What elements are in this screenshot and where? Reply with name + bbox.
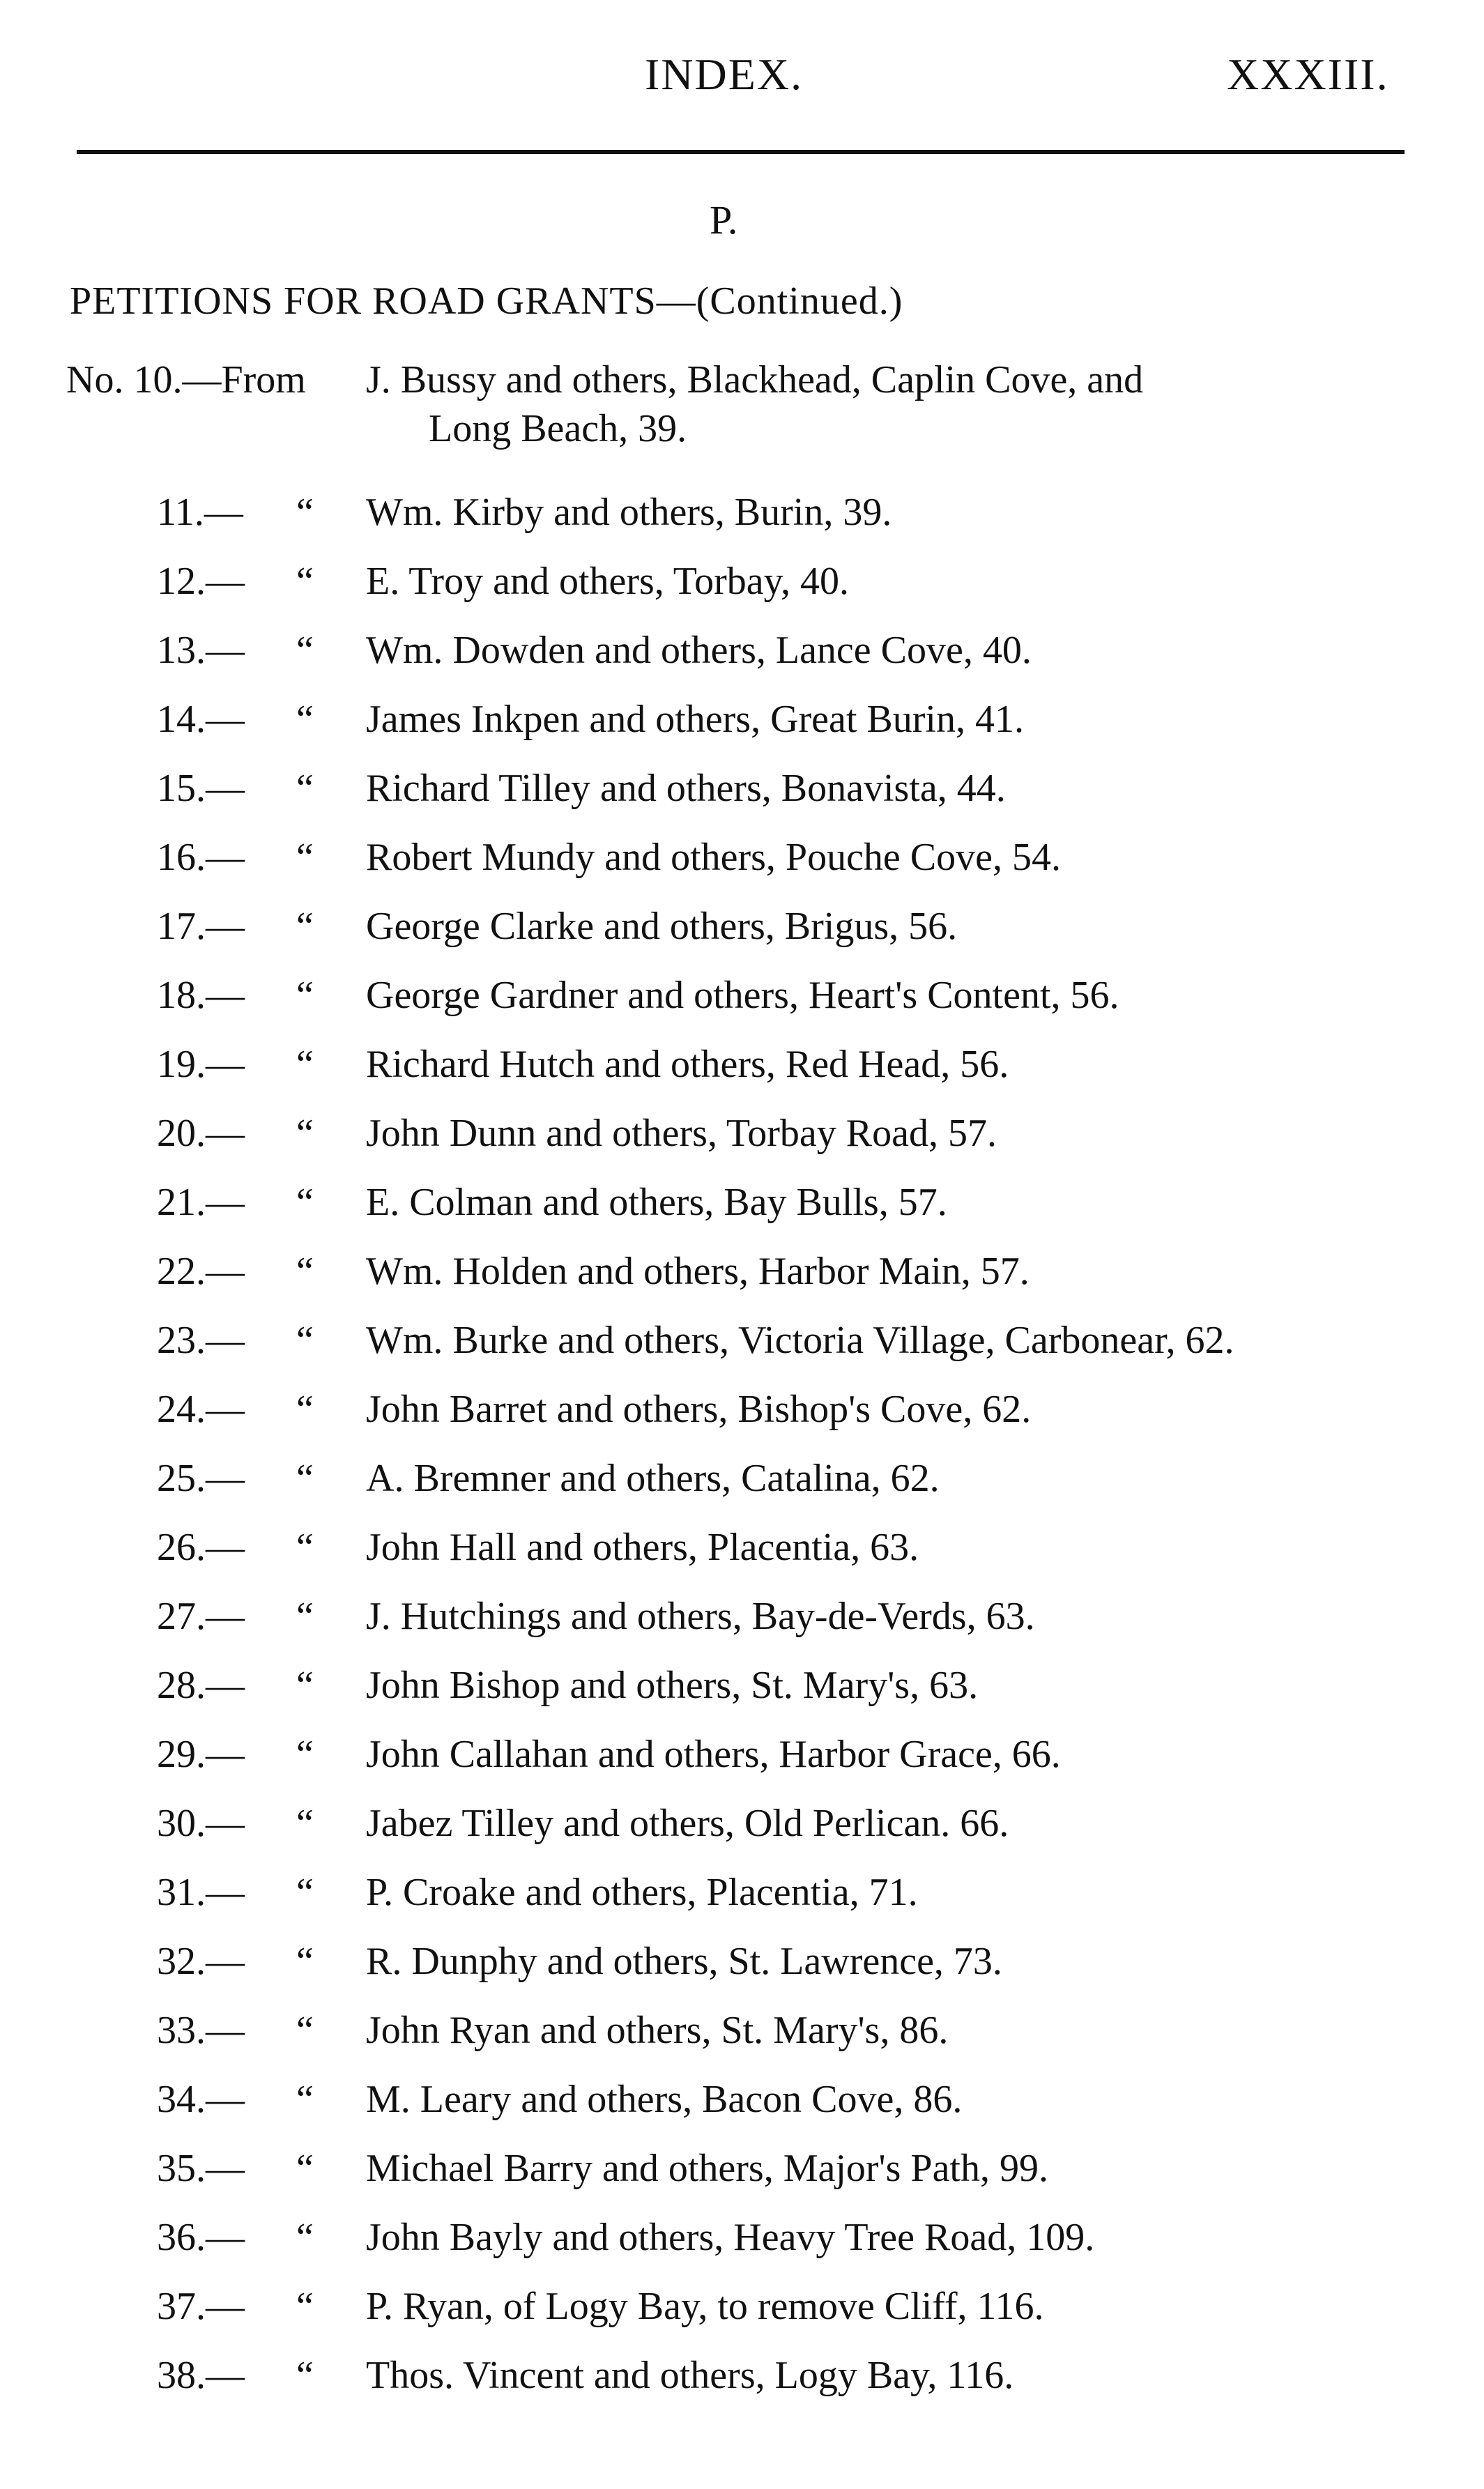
entry-text: Michael Barry and others, Major's Path, 99. <box>366 2147 1048 2190</box>
entry-number: 17.— <box>157 905 245 948</box>
ditto-mark: “ <box>296 2216 314 2259</box>
entry-number: 35.— <box>157 2147 245 2190</box>
entry-number: 18.— <box>157 974 245 1017</box>
entry-number: 15.— <box>157 767 245 810</box>
entry-text: Robert Mundy and others, Pouche Cove, 54. <box>366 836 1061 879</box>
index-entry <box>0 1178 1484 1247</box>
ditto-mark: “ <box>296 905 314 948</box>
ditto-mark: “ <box>296 2147 314 2190</box>
entry-text: James Inkpen and others, Great Burin, 41. <box>366 698 1024 741</box>
entry-text: P. Ryan, of Logy Bay, to remove Cliff, 116. <box>366 2285 1044 2328</box>
ditto-mark: “ <box>296 2009 314 2052</box>
entry-text: Jabez Tilley and others, Old Perlican. 66. <box>366 1802 1009 1845</box>
running-head <box>0 42 1484 105</box>
entry-number: 22.— <box>157 1250 245 1293</box>
index-entry <box>0 902 1484 971</box>
ditto-mark: “ <box>296 1802 314 1845</box>
entry-number: 38.— <box>157 2354 245 2397</box>
entry-text: Thos. Vincent and others, Logy Bay, 116. <box>366 2354 1014 2397</box>
ditto-mark: “ <box>296 1595 314 1638</box>
entry-number: 29.— <box>157 1733 245 1776</box>
entry-number: 33.— <box>157 2009 245 2052</box>
entry-text: George Clarke and others, Brigus, 56. <box>366 905 958 948</box>
entry-number: 14.— <box>157 698 245 741</box>
entry-text: John Callahan and others, Harbor Grace, 66. <box>366 1733 1061 1776</box>
ditto-mark: “ <box>296 1112 314 1155</box>
entry-text: E. Troy and others, Torbay, 40. <box>366 560 849 603</box>
ditto-mark: “ <box>296 1940 314 1983</box>
entry-number: 27.— <box>157 1595 245 1638</box>
entry-number: 20.— <box>157 1112 245 1155</box>
index-entry <box>0 1592 1484 1661</box>
entry-text: Wm. Holden and others, Harbor Main, 57. <box>366 1250 1030 1293</box>
index-entry <box>0 833 1484 902</box>
entry-text: Wm. Dowden and others, Lance Cove, 40. <box>366 629 1032 672</box>
index-entry <box>0 971 1484 1040</box>
index-entry <box>0 2351 1484 2420</box>
ditto-mark: “ <box>296 1388 314 1431</box>
index-entry-list <box>0 355 1484 2420</box>
index-entry <box>0 2006 1484 2075</box>
header-rule <box>77 150 1405 154</box>
ditto-mark: “ <box>296 767 314 810</box>
index-entry <box>0 2144 1484 2213</box>
ditto-mark: “ <box>296 1664 314 1707</box>
entry-number: 23.— <box>157 1319 245 1362</box>
index-entry <box>0 1661 1484 1730</box>
index-entry <box>0 764 1484 833</box>
entry-text: M. Leary and others, Bacon Cove, 86. <box>366 2078 963 2121</box>
entry-text: Wm. Burke and others, Victoria Village, Carbonear, 62. <box>366 1319 1234 1362</box>
index-entry <box>0 626 1484 695</box>
entry-number: 19.— <box>157 1043 245 1086</box>
index-entry <box>0 2213 1484 2282</box>
entry-text-line: J. Bussy and others, Blackhead, Caplin Cove, and <box>366 358 1144 401</box>
entry-number: 32.— <box>157 1940 245 1983</box>
entry-text: E. Colman and others, Bay Bulls, 57. <box>366 1181 947 1224</box>
index-entry <box>0 695 1484 764</box>
index-entry <box>0 1247 1484 1316</box>
entry-number: 12.— <box>157 560 245 603</box>
entry-text: John Dunn and others, Torbay Road, 57. <box>366 1112 997 1155</box>
ditto-mark: “ <box>296 698 314 741</box>
entry-number: 25.— <box>157 1457 245 1500</box>
ditto-mark: “ <box>296 1871 314 1914</box>
entry-text: George Gardner and others, Heart's Content, 56. <box>366 974 1119 1017</box>
entry-text: A. Bremner and others, Catalina, 62. <box>366 1457 940 1500</box>
entry-number: 36.— <box>157 2216 245 2259</box>
entry-number: 37.— <box>157 2285 245 2328</box>
entry-text: J. Hutchings and others, Bay-de-Verds, 63. <box>366 1595 1035 1638</box>
ditto-mark: “ <box>296 2285 314 2328</box>
entry-number: 26.— <box>157 1526 245 1569</box>
entry-number: 21.— <box>157 1181 245 1224</box>
page-number: XXXIII. <box>1227 49 1389 99</box>
entry-number: 30.— <box>157 1802 245 1845</box>
entry-text: John Ryan and others, St. Mary's, 86. <box>366 2009 949 2052</box>
entry-number: 28.— <box>157 1664 245 1707</box>
ditto-mark: “ <box>296 836 314 879</box>
index-entry <box>0 1799 1484 1868</box>
index-entry <box>0 557 1484 626</box>
ditto-mark: “ <box>296 2078 314 2121</box>
ditto-mark: “ <box>296 974 314 1017</box>
entry-text: Wm. Kirby and others, Burin, 39. <box>366 491 892 534</box>
ditto-mark: “ <box>296 1250 314 1293</box>
index-entry <box>0 1523 1484 1592</box>
ditto-mark: “ <box>296 1733 314 1776</box>
running-head-title: INDEX. <box>645 49 804 99</box>
entry-text: John Hall and others, Placentia, 63. <box>366 1526 919 1569</box>
index-entry <box>0 1385 1484 1454</box>
ditto-mark: “ <box>296 1319 314 1362</box>
index-entry <box>0 2282 1484 2351</box>
index-entry <box>0 1937 1484 2006</box>
entry-text: P. Croake and others, Placentia, 71. <box>366 1871 918 1914</box>
entry-number: No. 10.—From <box>66 358 306 401</box>
ditto-mark: “ <box>296 1181 314 1224</box>
entry-number: 13.— <box>157 629 245 672</box>
section-letter: P. <box>710 197 738 243</box>
index-entry <box>0 1730 1484 1799</box>
entry-number: 11.— <box>157 491 243 534</box>
ditto-mark: “ <box>296 2354 314 2397</box>
index-entry <box>0 355 1484 488</box>
index-entry <box>0 1040 1484 1109</box>
index-entry <box>0 1316 1484 1385</box>
entry-number: 16.— <box>157 836 245 879</box>
index-entry <box>0 1868 1484 1937</box>
entry-number: 31.— <box>157 1871 245 1914</box>
ditto-mark: “ <box>296 560 314 603</box>
ditto-mark: “ <box>296 491 314 534</box>
entry-text: Richard Tilley and others, Bonavista, 44. <box>366 767 1006 810</box>
entry-text: John Barret and others, Bishop's Cove, 62. <box>366 1388 1032 1431</box>
ditto-mark: “ <box>296 1526 314 1569</box>
index-entry <box>0 1109 1484 1178</box>
section-heading: PETITIONS FOR ROAD GRANTS—(Continued.) <box>70 279 903 323</box>
entry-number: 34.— <box>157 2078 245 2121</box>
entry-text: Richard Hutch and others, Red Head, 56. <box>366 1043 1009 1086</box>
ditto-mark: “ <box>296 1043 314 1086</box>
index-entry <box>0 2075 1484 2144</box>
entry-text-continuation: Long Beach, 39. <box>429 407 687 450</box>
entry-text <box>366 355 1407 453</box>
index-entry <box>0 488 1484 557</box>
index-entry <box>0 1454 1484 1523</box>
entry-text: John Bishop and others, St. Mary's, 63. <box>366 1664 979 1707</box>
ditto-mark: “ <box>296 629 314 672</box>
entry-number: 24.— <box>157 1388 245 1431</box>
entry-text: John Bayly and others, Heavy Tree Road, 109. <box>366 2216 1095 2259</box>
entry-text: R. Dunphy and others, St. Lawrence, 73. <box>366 1940 1002 1983</box>
ditto-mark: “ <box>296 1457 314 1500</box>
